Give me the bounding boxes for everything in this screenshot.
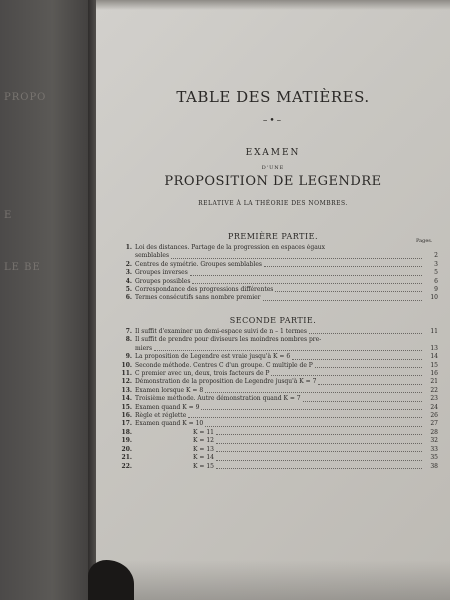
toc-entry-page: 22 [430,386,438,394]
toc-entry-number: 17. [121,420,132,428]
toc-entry-leader [135,412,424,420]
toc-entry-text: Seconde méthode. Centres C d'un groupe. C multiple de P [135,361,313,369]
toc-entry-text: Termes consécutifs sans nombre premier [135,294,261,302]
toc-entry-number: 22. [121,462,132,470]
dot-leader [190,269,422,275]
toc-entry-leader [135,353,424,361]
toc-entry-number: 14. [121,395,132,403]
dot-leader [309,328,422,334]
toc-entry-text: Centres de symétrie. Groupes semblables [135,260,262,268]
toc-entry-page: 2 [434,252,438,260]
subtitle-relative: RELATIVE À LA THÉORIE DES NOMBRES. [198,200,348,207]
toc-entry-number: 16. [121,412,132,420]
toc-entry-page: 33 [430,445,438,453]
toc-entry-leader [135,286,424,294]
toc-entry-text: K = 14 [193,454,214,462]
toc-entry-text: Correspondance des progressions différentes [135,286,274,294]
toc-entry [120,244,438,252]
toc-entry-number: 1. [125,244,132,251]
toc-entry-text: Loi des distances. Partage de la progression en espaces égaux [135,244,326,251]
toc-entry [120,294,438,302]
toc-entry-leader [135,370,424,378]
toc-entry-continuation [120,252,438,260]
toc-entry-page: 3 [434,260,438,268]
toc-entry-continuation [120,345,438,353]
toc-entry-text-continued: semblables [135,252,170,260]
left-page-ghost-text: LE BE [4,262,41,273]
page-title: TABLE DES MATIÈRES. [176,88,370,106]
dot-leader [303,395,422,401]
toc-entry-page: 23 [430,395,438,403]
dot-leader [188,412,422,418]
toc-entry-text: Troisième méthode. Autre démonstration quand K = 7 [135,395,301,403]
toc-entry [120,404,438,412]
page-bottom-shadow [96,560,450,600]
toc-entry-leader [135,278,424,286]
toc-entry-leader [135,362,424,370]
toc-entry-text: Examen quand K = 10 [135,420,204,428]
toc-entry-page: 14 [430,353,438,361]
toc-entry-number: 2. [125,260,132,268]
toc-entry-page: 13 [430,344,438,352]
dot-leader [216,463,422,469]
toc-entry-text: Groupes inverses [135,269,188,277]
toc-entry-page: 10 [430,294,438,302]
toc-entry-leader [135,395,424,403]
dot-leader [263,294,422,300]
toc-entry-leader [135,454,424,462]
toc-part-two [120,328,438,471]
toc-entry [120,370,438,378]
dot-leader [192,278,422,284]
toc-entry-text: C premier avec un, deux, trois facteurs de P [135,370,270,378]
subtitle-dune: D'UNE [261,165,285,171]
toc-entry-leader [135,463,424,471]
toc-entry-leader [135,404,424,412]
toc-entry [120,429,438,437]
toc-entry-leader [135,446,424,454]
toc-part-one [120,244,438,303]
toc-entry-page: 24 [430,403,438,411]
part-two-heading: SECONDE PARTIE. [229,316,317,325]
toc-entry-leader [135,269,424,277]
toc-entry-page: 21 [430,378,438,386]
toc-entry-text: K = 15 [193,462,214,470]
toc-entry [120,328,438,336]
toc-entry-number: 6. [125,294,132,302]
toc-entry-number: 7. [125,328,132,335]
dot-leader [292,353,422,359]
dot-leader [318,378,422,384]
toc-entry [120,387,438,395]
toc-entry-number: 19. [121,437,132,445]
page-top-shadow [96,0,450,10]
dot-leader [171,252,422,258]
toc-entry-page: 32 [430,437,438,445]
toc-entry [120,437,438,445]
toc-entry-leader [135,378,424,386]
toc-entry [120,395,438,403]
right-page [96,0,450,600]
toc-entry-page: 38 [430,462,438,470]
toc-entry-text: La proposition de Legendre est vraie jusqu'à K = 6 [135,353,291,361]
toc-entry-text: Règle et réglette [135,412,187,420]
toc-entry [120,446,438,454]
toc-entry-page: 28 [430,428,438,436]
toc-entry [120,454,438,462]
toc-entry-number: 10. [121,361,132,369]
toc-entry-text: Groupes possibles [135,277,191,285]
dot-leader [264,261,422,267]
toc-entry-page: 15 [430,361,438,369]
left-page-ghost-text: PROPO [4,92,47,103]
toc-entry-number: 21. [121,454,132,462]
toc-entry-page: 9 [434,286,438,294]
toc-entry-text: Il suffit de prendre pour diviseurs les moindres nombres pre- [135,336,322,344]
toc-entry [120,463,438,471]
toc-entry-text: K = 11 [193,428,214,436]
title-ornament: –•– [262,116,284,126]
toc-entry-leader [135,294,424,302]
toc-entry-page: 35 [430,454,438,462]
dot-leader [271,370,422,376]
toc-entry-leader [135,420,424,428]
toc-entry-leader [135,429,424,437]
toc-entry-leader [135,437,424,445]
toc-entry [120,412,438,420]
toc-entry-page: 5 [434,269,438,277]
dot-leader [315,362,422,368]
toc-entry-number: 20. [121,445,132,453]
toc-entry [120,362,438,370]
toc-entry-leader [135,345,424,353]
toc-entry-text: K = 13 [193,445,214,453]
pages-column-label: Pages. [416,238,433,244]
dot-leader [216,454,422,460]
dot-leader [154,345,422,351]
toc-entry-page: 26 [430,412,438,420]
dot-leader [201,404,422,410]
toc-entry-leader [135,328,424,336]
toc-entry-number: 13. [121,386,132,394]
toc-entry-number: 8. [125,336,132,344]
toc-entry-leader [135,261,424,269]
toc-entry [120,269,438,277]
toc-entry-text: Examen quand K = 9 [135,403,200,411]
part-one-heading: PREMIÈRE PARTIE. [227,232,319,241]
left-page [0,0,95,600]
dot-leader [275,286,422,292]
dot-leader [216,446,422,452]
dot-leader [216,429,422,435]
toc-entry [120,353,438,361]
toc-entry [120,278,438,286]
toc-entry-page: 27 [430,420,438,428]
toc-entry-text-continued: miers [135,344,153,352]
toc-entry-number: 4. [125,277,132,285]
toc-entry-page: 11 [430,328,438,335]
toc-entry-text: Examen lorsque K = 8 [135,386,204,394]
toc-entry-number: 11. [121,370,132,378]
toc-entry-number: 3. [125,269,132,277]
dot-leader [216,437,422,443]
dot-leader [205,420,422,426]
toc-entry-text: K = 12 [193,437,214,445]
subtitle-proposition: PROPOSITION DE LEGENDRE [164,174,382,189]
toc-entry-number: 12. [121,378,132,386]
toc-entry [120,378,438,386]
toc-entry-leader [135,252,424,260]
toc-entry [120,286,438,294]
toc-entry-text: Démonstration de la proposition de Legendre jusqu'à K = 7 [135,378,317,386]
toc-entry-number: 15. [121,403,132,411]
toc-entry-number: 5. [125,286,132,294]
toc-entry-page: 16 [430,370,438,378]
toc-entry-text: Il suffit d'examiner un demi-espace suivi de n – 1 termes [135,328,307,335]
toc-entry-number: 9. [125,353,132,361]
dot-leader [205,387,422,393]
left-page-ghost-text: E [4,210,13,221]
toc-entry [120,261,438,269]
subtitle-examen: EXAMEN [245,148,301,158]
toc-entry-page: 6 [434,277,438,285]
toc-entry [120,420,438,428]
toc-entry-leader [135,387,424,395]
toc-entry-number: 18. [121,428,132,436]
toc-entry [120,336,438,344]
